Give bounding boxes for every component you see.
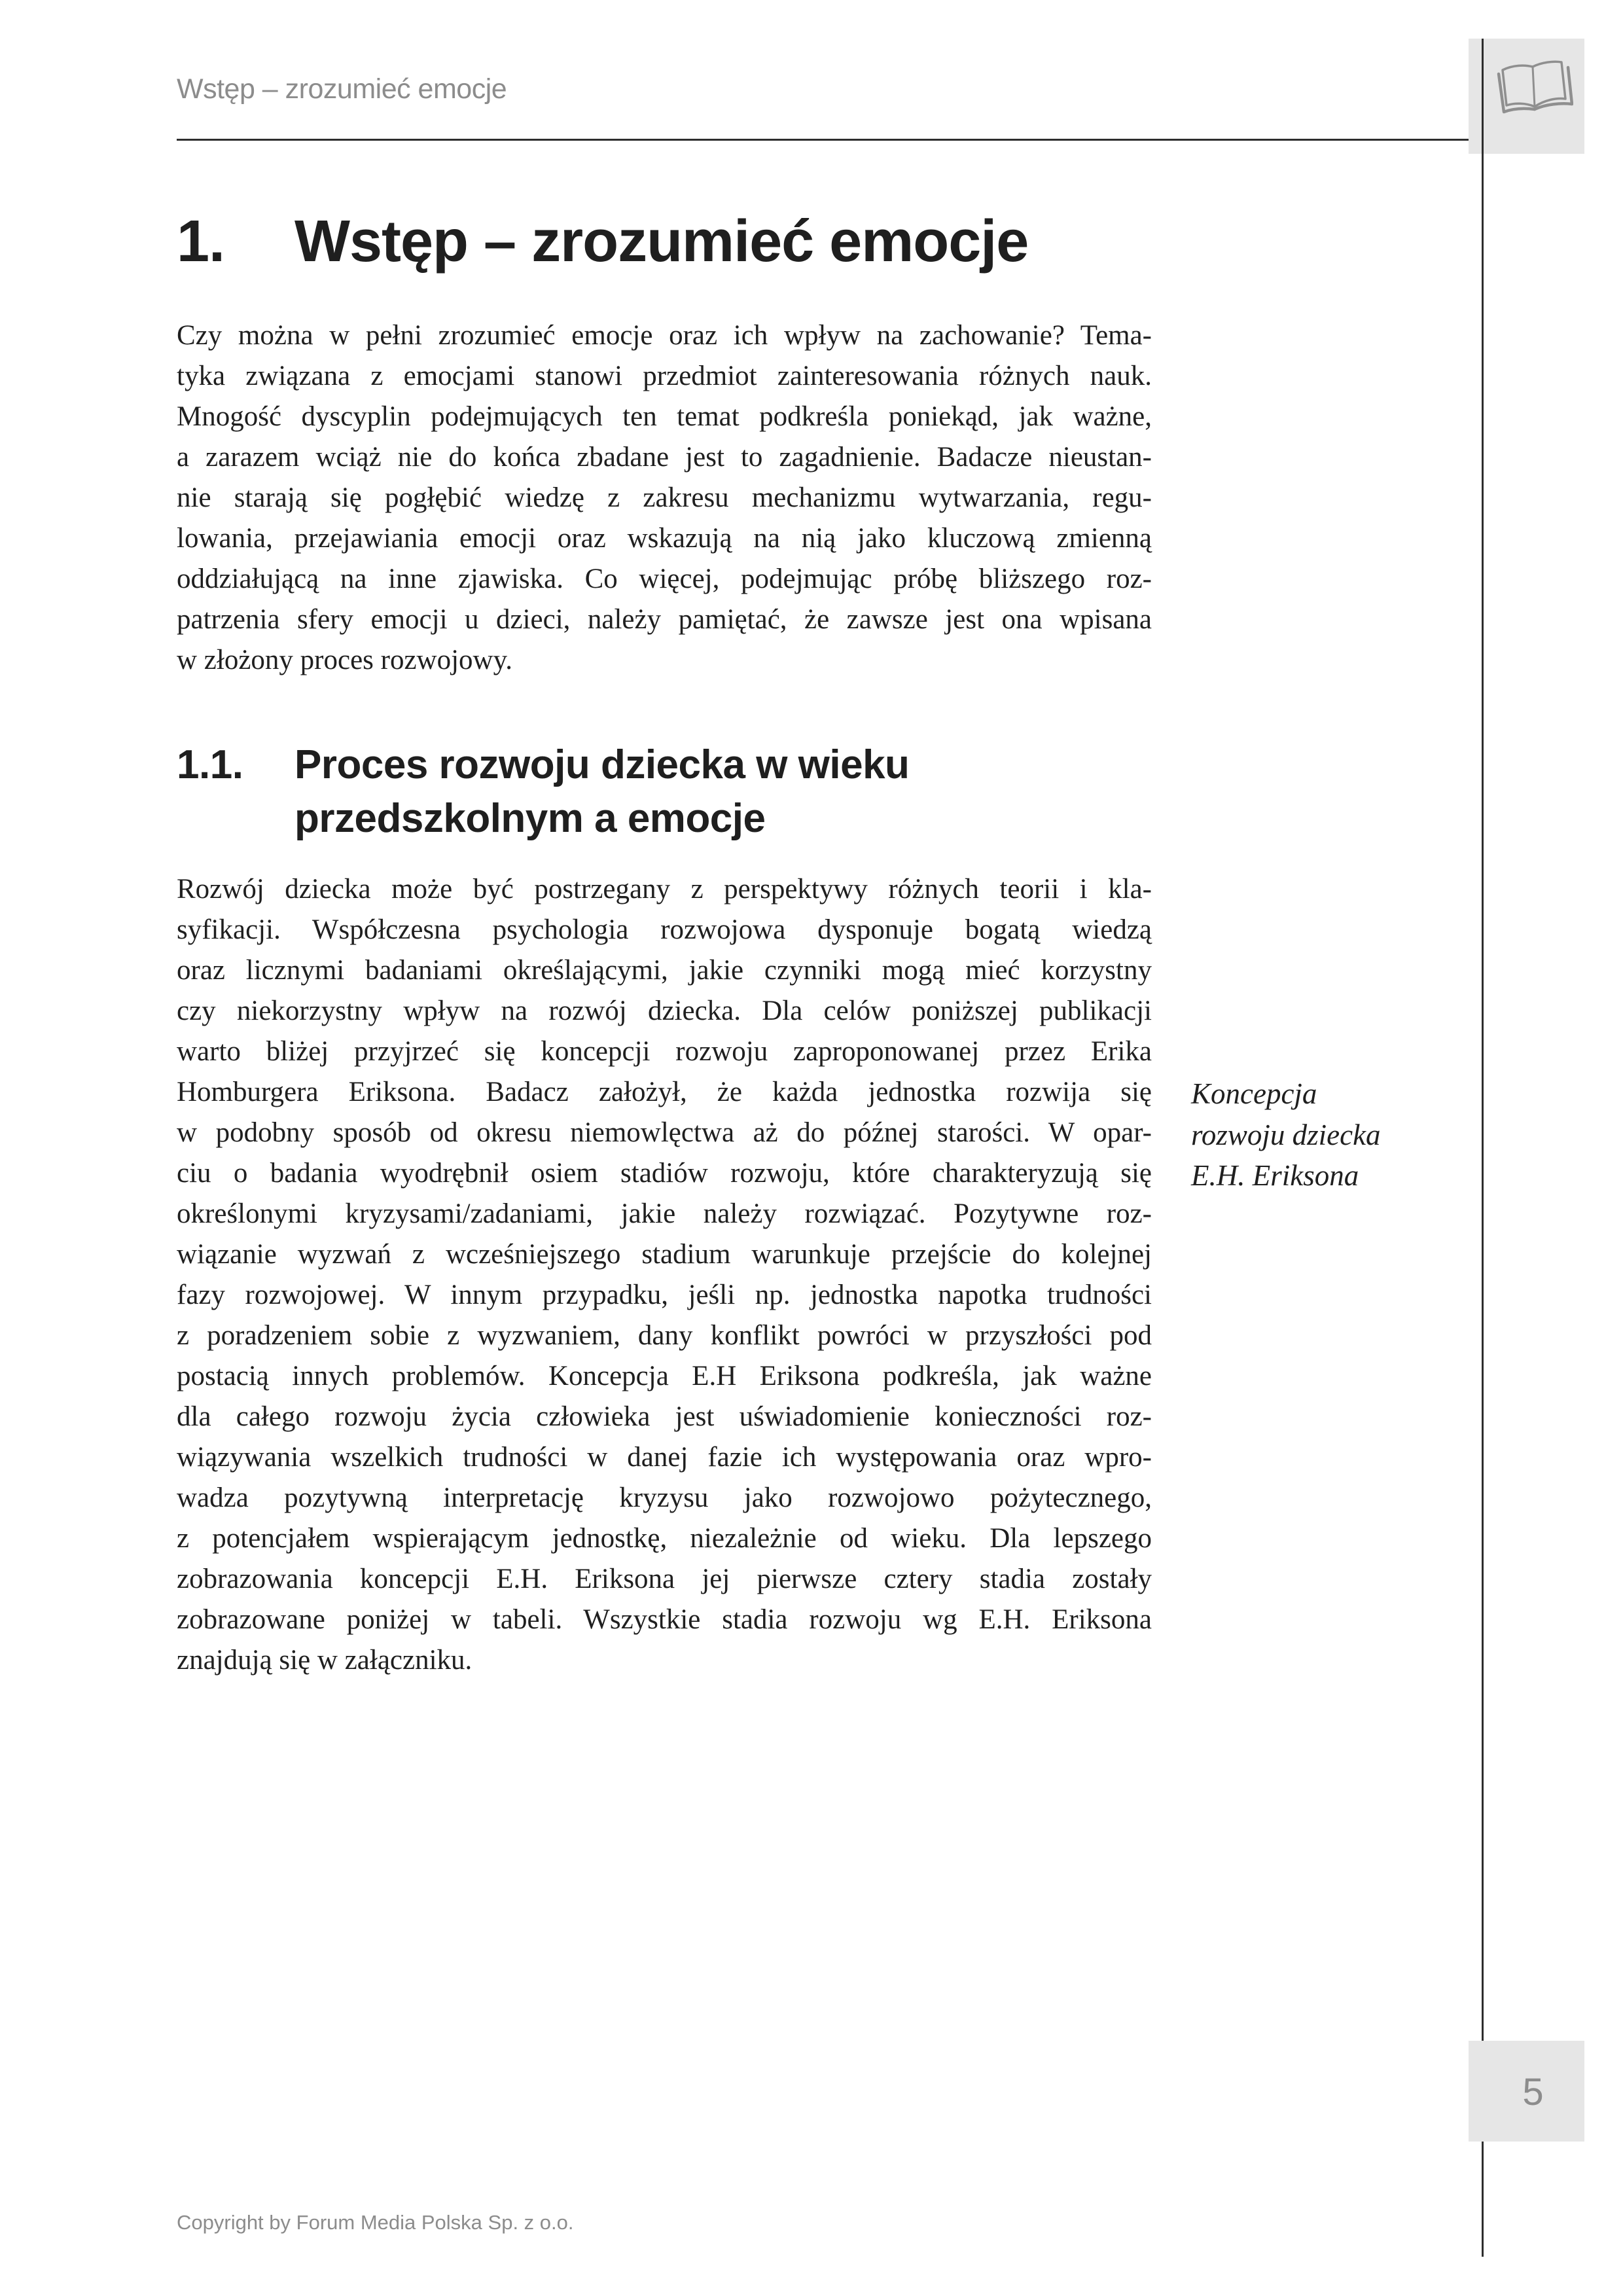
paragraph-line: dla całego rozwoju życia człowieka jest uświadomienie konieczności roz-	[177, 1401, 1152, 1432]
paragraph-line: lowania, przejawiania emocji oraz wskazują na nią jako kluczową zmienną	[177, 523, 1152, 554]
paragraph-line: zobrazowane poniżej w tabeli. Wszystkie stadia rozwoju wg E.H. Eriksona	[177, 1604, 1152, 1635]
section-title: Wstęp – zrozumieć emocje	[294, 209, 1029, 274]
paragraph-line: a zarazem wciąż nie do końca zbadane jest to zagadnienie. Badacze nieustan-	[177, 442, 1152, 473]
subsection-title	[294, 738, 1145, 846]
intro-paragraph	[177, 315, 1152, 681]
section-number: 1.	[177, 209, 225, 274]
header-rule	[177, 139, 1584, 141]
paragraph-line: wadza pozytywną interpretację kryzysu jako rozwojowo pożytecznego,	[177, 1482, 1152, 1513]
paragraph-line: oraz licznymi badaniami określającymi, jakie czynniki mogą mieć korzystny	[177, 955, 1152, 986]
paragraph-line: tyka związana z emocjami stanowi przedmiot zainteresowania różnych nauk.	[177, 361, 1152, 391]
subsection-title-line: przedszkolnym a emocje	[294, 796, 766, 841]
paragraph-line: Rozwój dziecka może być postrzegany z perspektywy różnych teorii i kla-	[177, 874, 1152, 905]
chapter-icon-box	[1469, 39, 1584, 154]
subsection-paragraph	[177, 869, 1152, 1681]
paragraph-line: wiązywania wszelkich trudności w danej fazie ich występowania oraz wpro-	[177, 1442, 1152, 1473]
paragraph-line: Czy można w pełni zrozumieć emocje oraz ich wpływ na zachowanie? Tema-	[177, 320, 1152, 351]
paragraph-line: zobrazowania koncepcji E.H. Eriksona jej pierwsze cztery stadia zostały	[177, 1564, 1152, 1594]
subsection-title-line: Proces rozwoju dziecka w wieku	[294, 742, 910, 787]
paragraph-line: oddziałującą na inne zjawiska. Co więcej, podejmując próbę bliższego roz-	[177, 564, 1152, 594]
paragraph-line: ciu o badania wyodrębnił osiem stadiów rozwoju, które charakteryzują się	[177, 1158, 1152, 1189]
paragraph-line: z poradzeniem sobie z wyzwaniem, dany konflikt powróci w przyszłości pod	[177, 1320, 1152, 1351]
footer-copyright: Copyright by Forum Media Polska Sp. z o.o.	[177, 2211, 574, 2234]
page-number-box	[1469, 2041, 1584, 2142]
paragraph-line: Homburgera Eriksona. Badacz założył, że każda jednostka rozwija się	[177, 1077, 1152, 1107]
running-header-title: Wstęp – zrozumieć emocje	[177, 73, 507, 105]
open-book-icon	[1493, 57, 1573, 122]
margin-rule	[1482, 39, 1484, 2257]
paragraph-line: znajdują się w załączniku.	[177, 1645, 473, 1676]
paragraph-line: w podobny sposób od okresu niemowlęctwa aż do późnej starości. W opar-	[177, 1117, 1152, 1148]
paragraph-line: patrzenia sfery emocji u dzieci, należy pamiętać, że zawsze jest ona wpisana	[177, 604, 1152, 635]
margin-note-line: E.H. Eriksona	[1191, 1159, 1359, 1192]
paragraph-line: czy niekorzystny wpływ na rozwój dziecka. Dla celów poniższej publikacji	[177, 996, 1152, 1026]
paragraph-line: fazy rozwojowej. W innym przypadku, jeśli np. jednostka napotka trudności	[177, 1280, 1152, 1310]
subsection-number: 1.1.	[177, 742, 243, 787]
page-number: 5	[1522, 2071, 1544, 2113]
paragraph-line: postacią innych problemów. Koncepcja E.H Eriksona podkreśla, jak ważne	[177, 1361, 1152, 1391]
margin-note-line: Koncepcja	[1191, 1077, 1317, 1110]
paragraph-line: określonymi kryzysami/zadaniami, jakie należy rozwiązać. Pozytywne roz-	[177, 1198, 1152, 1229]
paragraph-line: nie starają się pogłębić wiedzę z zakresu mechanizmu wytwarzania, regu-	[177, 482, 1152, 513]
margin-note	[1191, 1073, 1381, 1196]
paragraph-line: z potencjałem wspierającym jednostkę, niezależnie od wieku. Dla lepszego	[177, 1523, 1152, 1554]
paragraph-line: wiązanie wyzwań z wcześniejszego stadium warunkuje przejście do kolejnej	[177, 1239, 1152, 1270]
paragraph-line: Mnogość dyscyplin podejmujących ten temat podkreśla poniekąd, jak ważne,	[177, 401, 1152, 432]
paragraph-line: w złożony proces rozwojowy.	[177, 645, 513, 675]
margin-note-line: rozwoju dziecka	[1191, 1118, 1381, 1151]
paragraph-line: warto bliżej przyjrzeć się koncepcji rozwoju zaproponowanej przez Erika	[177, 1036, 1152, 1067]
paragraph-line: syfikacji. Współczesna psychologia rozwojowa dysponuje bogatą wiedzą	[177, 914, 1152, 945]
